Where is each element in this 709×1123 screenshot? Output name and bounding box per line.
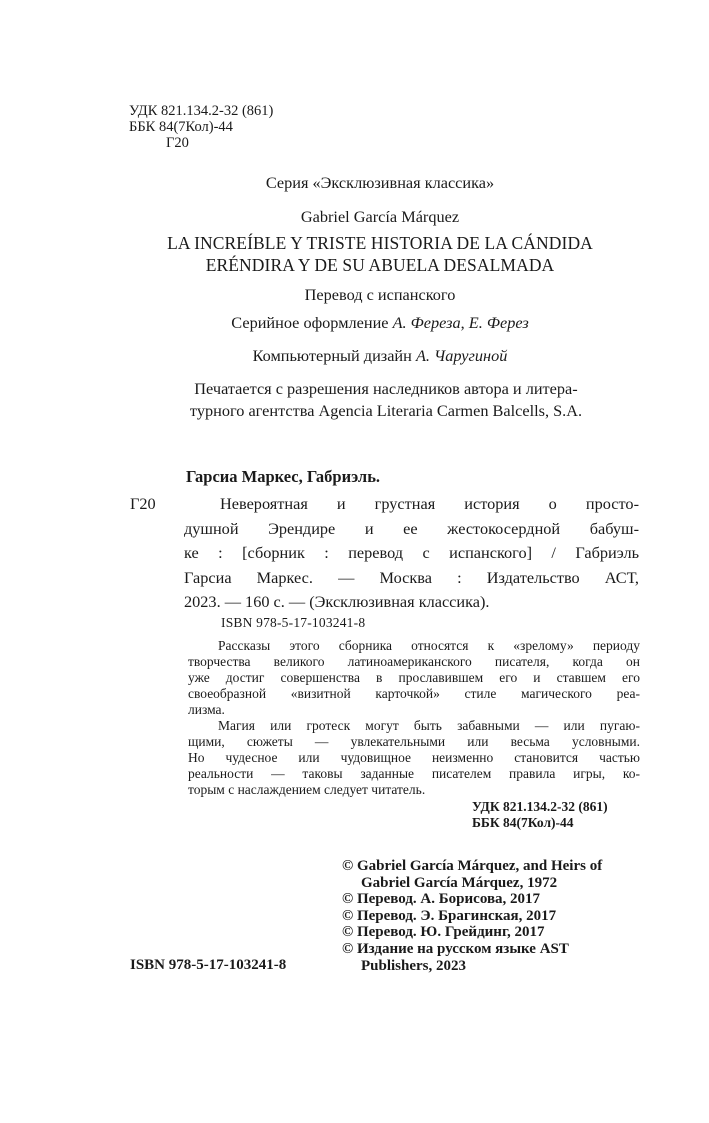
computer-design-credit xyxy=(120,346,640,366)
series-name: Серия «Эксклюзивная классика» xyxy=(265,173,495,192)
catalog-line: ке : [сборник : перевод с испанского] / Габриэль xyxy=(184,543,639,562)
copyright-continuation: Gabriel García Márquez, 1972 xyxy=(361,874,558,891)
annotation-line: Но чудесное или чудовищное неизменно становится частью xyxy=(188,750,640,765)
permission-notice xyxy=(131,378,641,422)
catalog-line: 2023. — 160 с. — (Эксклюзивная классика). xyxy=(184,592,490,611)
annotation-line: уже достиг совершенства в прославившем его и ставшем его xyxy=(188,670,640,685)
header-classification-codes xyxy=(129,103,273,151)
copyright-line: © Издание на русском языке AST xyxy=(342,940,569,957)
catalog-isbn: ISBN 978-5-17-103241-8 xyxy=(221,615,366,630)
annotation-line: Рассказы этого сборника относятся к «зрелому» периоду xyxy=(218,638,640,653)
annotation-line: щими, сюжеты — увлекательными или весьма условными. xyxy=(188,734,640,749)
catalog-line: душной Эрендире и ее жестокосердной бабуш- xyxy=(184,518,639,538)
udk-code: УДК 821.134.2-32 (861) xyxy=(129,103,274,119)
annotation xyxy=(188,638,640,798)
permission-line-2: турного агентства Agencia Literaria Carmen Balcells, S.A. xyxy=(189,401,583,420)
annotation-line: Магия или гротеск могут быть забавными — или пугаю- xyxy=(218,718,640,733)
copyright-line: © Перевод. А. Борисова, 2017 xyxy=(342,891,541,908)
footer-classification-codes xyxy=(472,799,608,831)
annotation-line: торым с наслаждением следует читатель. xyxy=(188,782,426,797)
copyright-line: © Перевод. Э. Брагинская, 2017 xyxy=(342,907,557,924)
computer-design-label: Компьютерный дизайн xyxy=(252,346,416,365)
series-designer-2: Е. Ферез xyxy=(468,313,529,332)
copyright-continuation: Publishers, 2023 xyxy=(361,957,467,974)
series-designer-1: А. Фереза xyxy=(392,313,461,332)
translation-note: Перевод с испанского xyxy=(304,285,456,304)
original-title-line-1: LA INCREÍBLE Y TRISTE HISTORIA DE LA CÁNDIDA xyxy=(167,233,593,253)
original-title xyxy=(120,232,640,276)
catalog-description xyxy=(184,492,639,615)
bbk-code: ББК 84(7Кол)-44 xyxy=(129,119,233,135)
series-design-credit xyxy=(120,313,640,333)
author-mark: Г20 xyxy=(166,135,189,151)
original-title-line-2: ERÉNDIRA Y DE SU ABUELA DESALMADA xyxy=(205,255,555,275)
separator: , xyxy=(460,313,469,332)
permission-line-1: Печатается с разрешения наследников автора и литера- xyxy=(194,379,578,398)
copyright-block xyxy=(342,858,602,974)
footer-udk-code: УДК 821.134.2-32 (861) xyxy=(472,799,608,814)
computer-designer: А. Чаругиной xyxy=(415,346,508,365)
series-design-label: Серийное оформление xyxy=(231,313,393,332)
catalog-line: Невероятная и грустная история о просто- xyxy=(220,494,639,513)
annotation-line: реальности — таковы заданные писателем правила игры, ко- xyxy=(188,766,640,781)
annotation-line: творчества великого латиноамериканского писателя, когда он xyxy=(188,654,640,669)
footer-bbk-code: ББК 84(7Кол)-44 xyxy=(472,815,574,830)
copyright-line: © Перевод. Ю. Грейдинг, 2017 xyxy=(342,924,545,941)
isbn-bottom: ISBN 978-5-17-103241-8 xyxy=(130,957,287,973)
annotation-line: лизма. xyxy=(188,702,225,717)
catalog-index: Г20 xyxy=(130,494,156,513)
catalog-author-heading: Гарсиа Маркес, Габриэль. xyxy=(186,467,381,486)
copyright-line: © Gabriel García Márquez, and Heirs of xyxy=(342,858,603,874)
original-author: Gabriel García Márquez xyxy=(300,207,460,226)
catalog-line: Гарсиа Маркес. — Москва : Издательство АСТ, xyxy=(184,567,639,587)
annotation-line: своеобразной «визитной карточкой» стиле магического реа- xyxy=(188,686,640,701)
